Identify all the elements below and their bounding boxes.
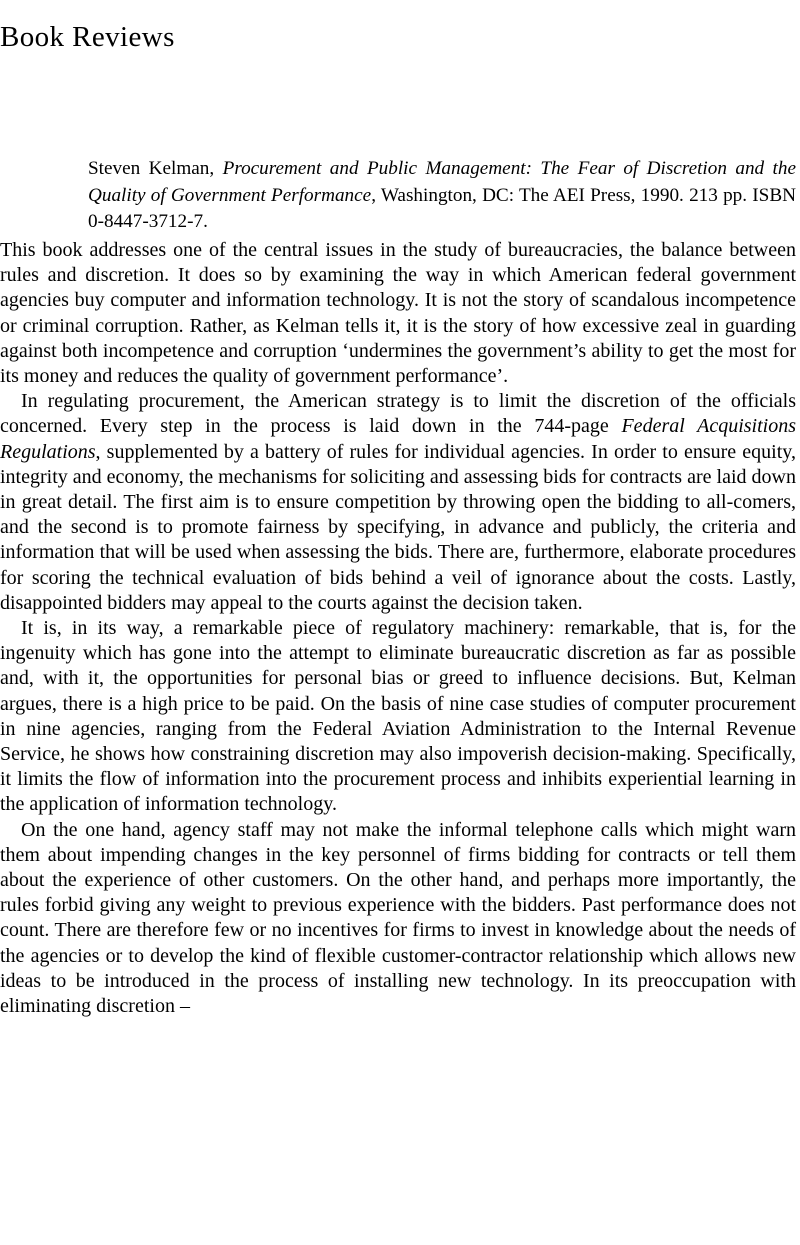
citation-publication-details: , Washington, DC: The AEI Press, 1990. 213 pp. ISBN 0-8447-3712-7. xyxy=(88,184,797,232)
book-citation xyxy=(88,156,796,236)
paragraph-2-text-before-title: In regulating procurement, the American strategy is to limit the discretion of the officials concerned. Every step in the process is laid down in the 744-page xyxy=(0,390,796,438)
citation-author: Steven Kelman, xyxy=(88,158,223,179)
paragraph-2-text-after-title: , supplemented by a battery of rules for individual agencies. In order to ensure equity, integrity and economy, the mechanisms for soliciting and assessing bids for contracts are laid down in great detail. The first aim is to ensure competition by throwing open the bidding to all-comers, and the second is to promote fairness by specifying, in advance and publicly, the criteria and information that will be used when assessing the bids. There are, furthermore, elaborate procedures for scoring the technical evaluation of bids behind a veil of ignorance about the costs. Lastly, disappointed bidders may appeal to the courts against the decision taken. xyxy=(0,440,796,614)
page-title: Book Reviews xyxy=(0,21,175,54)
citation-book-title: Procurement and Public Management: The Fear of Discretion and the Quality of Government Performance xyxy=(88,158,796,206)
body-paragraph-2 xyxy=(0,389,796,616)
body-paragraph-4: On the one hand, agency staff may not make the informal telephone calls which might warn them about impending changes in the key personnel of firms bidding for contracts or tell them about the experience of other customers. On the other hand, and perhaps more importantly, the rules forbid giving any weight to previous experience with the bidders. Past performance does not count. There are therefore few or no incentives for firms to invest in knowledge about the needs of the agencies or to develop the kind of flexible customer-contractor relationship which allows new ideas to be introduced in the process of installing new technology. In its preoccupation with eliminating discretion – xyxy=(0,818,796,1018)
paragraph-2-work-title: Federal Acquisitions Regulations xyxy=(0,415,796,463)
body-paragraph-3: It is, in its way, a remarkable piece of regulatory machinery: remarkable, that is, for the ingenuity which has gone into the attempt to eliminate bureaucratic discretion as far as possible and, with it, the opportunities for personal bias or greed to influence decisions. But, Kelman argues, there is a high price to be paid. On the basis of nine case studies of computer procurement in nine agencies, ranging from the Federal Aviation Administration to the Internal Revenue Service, he shows how constraining discretion may also impoverish decision-making. Specifically, it limits the flow of information into the procurement process and inhibits experiential learning in the application of information technology. xyxy=(0,617,796,816)
body-paragraph-1: This book addresses one of the central issues in the study of bureaucracies, the balance between rules and discretion. It does so by examining the way in which American federal government agencies buy computer and information technology. It is not the story of scandalous incompetence or criminal corruption. Rather, as Kelman tells it, it is the story of how excessive zeal in guarding against both incompetence and corruption ‘undermines the government’s ability to get the most for its money and reduces the quality of government performance’. xyxy=(0,239,796,388)
review-body xyxy=(0,238,796,1019)
